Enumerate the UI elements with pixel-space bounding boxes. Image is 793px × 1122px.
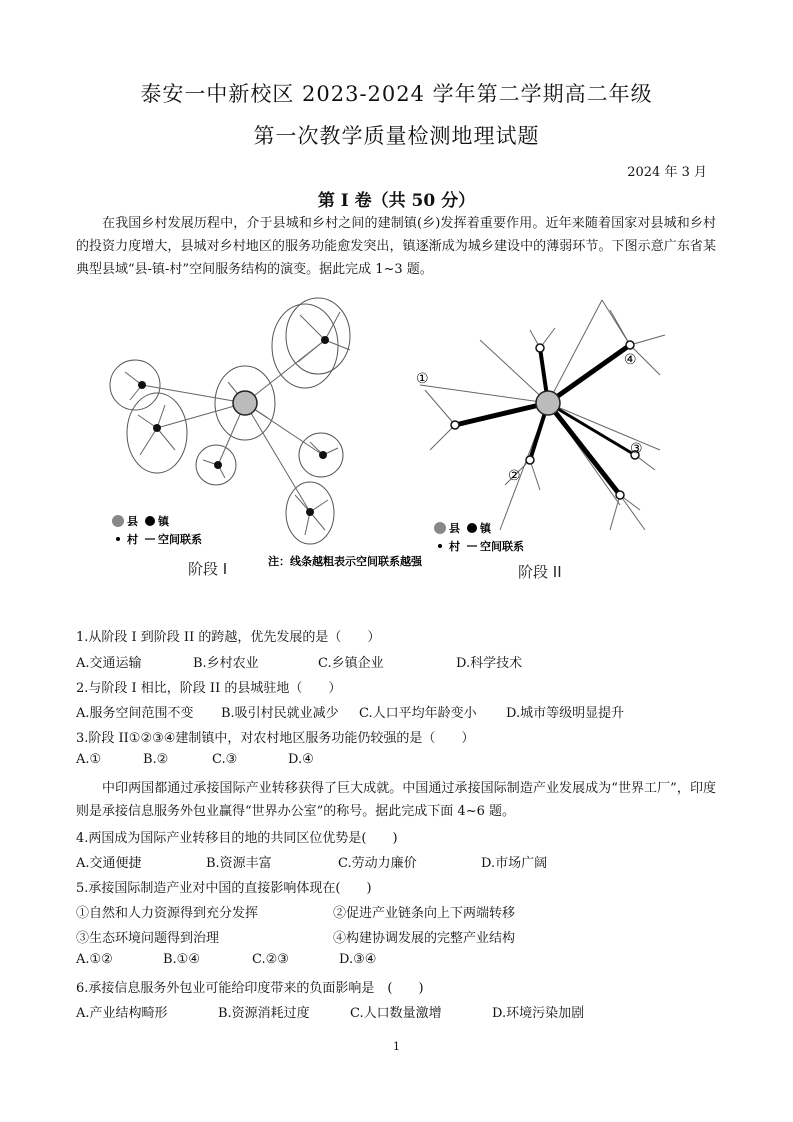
town-blob xyxy=(110,360,160,410)
legend-village-1: 村 xyxy=(127,533,138,546)
county-seat-stage2 xyxy=(536,391,560,415)
question-3-stem: 3.阶段 II①②③④建制镇中，对农村地区服务功能仍较强的是（ ） xyxy=(76,731,475,746)
option-1a: A.交通运输 xyxy=(76,656,142,671)
option-3c: C.③ xyxy=(212,752,238,767)
question-4-options xyxy=(76,852,716,872)
option-3d: D.④ xyxy=(288,752,314,767)
strong-link-1 xyxy=(455,403,548,425)
option-6b: B.资源消耗过度 xyxy=(218,1006,310,1021)
option-3b: B.② xyxy=(143,752,169,767)
option-5a: A.①② xyxy=(76,952,113,967)
strong-link-4 xyxy=(548,345,630,403)
option-2a: A.服务空间范围不变 xyxy=(76,706,194,721)
title-line-1: 泰安一中新校区 2023-2024 学年第二学期高二年级 xyxy=(140,82,653,106)
strong-link-3 xyxy=(548,403,620,495)
option-4c: C.劳动力廉价 xyxy=(338,856,417,871)
stage-2-label: 阶段 II xyxy=(518,563,562,581)
option-4a: A.交通便捷 xyxy=(76,856,142,871)
option-2d: D.城市等级明显提升 xyxy=(506,706,625,721)
statement-5-3: ③生态环境问题得到治理 xyxy=(76,931,220,946)
marker-3: ③ xyxy=(630,441,643,457)
option-4b: B.资源丰富 xyxy=(206,856,272,871)
legend-link-2: 空间联系 xyxy=(480,540,524,553)
town-blob xyxy=(127,393,187,473)
title-line-2: 第一次教学质量检测地理试题 xyxy=(253,124,540,148)
option-1b: B.乡村农业 xyxy=(193,656,259,671)
question-5-items-row2 xyxy=(76,927,716,947)
question-1-stem: 1.从阶段 I 到阶段 II 的跨越，优先发展的是（ ） xyxy=(76,630,381,645)
legend-link-1: 空间联系 xyxy=(158,533,202,546)
section-heading: 第 I 卷（共 50 分） xyxy=(317,191,476,211)
statement-5-2: ②促进产业链条向上下两端转移 xyxy=(333,906,516,921)
intro-paragraph-1: 在我国乡村发展历程中，介于县城和乡村之间的建制镇(乡)发挥着重要作用。近年来随着国家对县城和乡村的投资力度增大，县城对乡村地区的服务功能愈发突出，镇逐渐成为城乡建设中的薄弱环节。下图示意广东省某典型县域“县-镇-村”空间服务结构的演变。据此完成 1~3 题。 xyxy=(76,216,716,277)
county-town-village-diagram xyxy=(100,290,700,590)
option-6d: D.环境污染加剧 xyxy=(492,1006,585,1021)
question-5-options xyxy=(76,952,716,972)
stage-1-label: 阶段 I xyxy=(188,560,228,578)
option-2c: C.人口平均年龄变小 xyxy=(359,706,477,721)
legend-county-1: 县 xyxy=(127,515,138,528)
question-5-stem: 5.承接国际制造产业对中国的直接影响体现在( ) xyxy=(76,881,372,896)
option-4d: D.市场广阔 xyxy=(481,856,548,871)
question-3-options xyxy=(76,752,716,772)
question-4-stem: 4.两国成为国际产业转移目的地的共同区位优势是( ) xyxy=(76,831,398,846)
question-6-options xyxy=(76,1002,716,1022)
page-number: 1 xyxy=(393,1040,400,1053)
marker-2: ② xyxy=(508,468,521,484)
legend-county-2: 县 xyxy=(449,522,460,535)
statement-5-4: ④构建协调发展的完整产业结构 xyxy=(333,931,516,946)
option-5b: B.①④ xyxy=(163,952,200,967)
option-6c: C.人口数量激增 xyxy=(350,1006,442,1021)
legend-town-1: 镇 xyxy=(158,515,169,528)
legend-village-2: 村 xyxy=(449,540,460,553)
option-5d: D.③④ xyxy=(339,952,377,967)
option-6a: A.产业结构畸形 xyxy=(76,1006,168,1021)
marker-4: ④ xyxy=(624,352,637,368)
question-2-stem: 2.与阶段 I 相比，阶段 II 的县城驻地（ ） xyxy=(76,681,342,696)
county-seat-stage1 xyxy=(233,391,257,415)
option-1c: C.乡镇企业 xyxy=(318,656,384,671)
statement-5-1: ①自然和人力资源得到充分发挥 xyxy=(76,906,259,921)
exam-date: 2024 年 3 月 xyxy=(627,165,707,180)
question-6-stem: 6.承接信息服务外包业可能给印度带来的负面影响是 ( ) xyxy=(76,981,424,996)
option-1d: D.科学技术 xyxy=(456,656,523,671)
question-1-options xyxy=(76,652,716,672)
town-blob xyxy=(272,304,338,388)
legend-town-2: 镇 xyxy=(480,522,491,535)
intro-paragraph-2: 中印两国都通过承接国际产业转移获得了巨大成就。中国通过承接国际制造产业发展成为“世界工厂”，印度则是承接信息服务外包业赢得“世界办公室”的称号。据此完成下面 4~6 题。 xyxy=(76,781,716,819)
option-2b: B.吸引村民就业减少 xyxy=(221,706,339,721)
marker-1: ① xyxy=(416,371,429,387)
question-5-items-row1 xyxy=(76,902,716,922)
figure-note: 注：线条越粗表示空间联系越强 xyxy=(268,555,422,568)
option-3a: A.① xyxy=(76,752,102,767)
option-5c: C.②③ xyxy=(252,952,289,967)
question-2-options xyxy=(76,702,716,722)
